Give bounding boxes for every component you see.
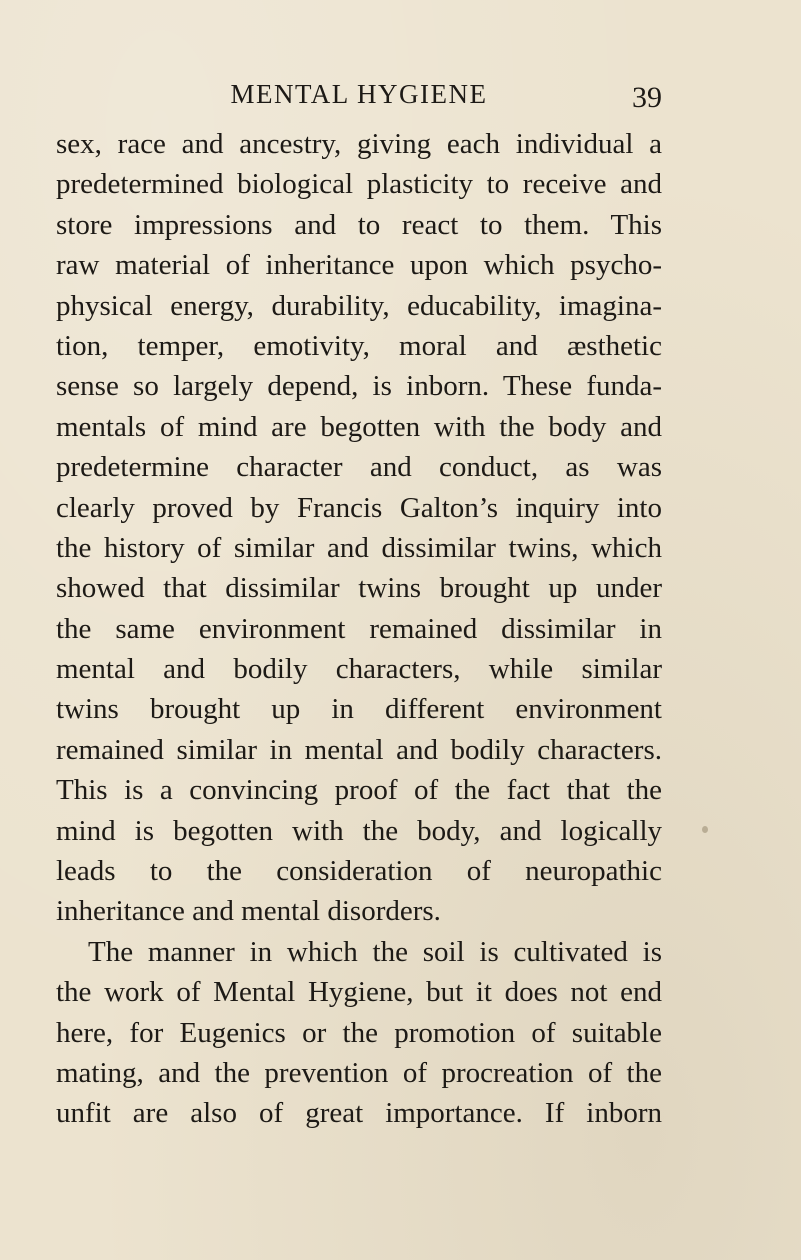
paragraph-2	[56, 932, 662, 1134]
text-line: clearly proved by Francis Galton’s inquiry into	[56, 491, 662, 524]
text-line: mating, and the prevention of procreation of the	[56, 1056, 662, 1089]
text-line: here, for Eugenics or the promotion of suitable	[56, 1016, 662, 1049]
text-line: sense so largely depend, is inborn. These funda-	[56, 370, 662, 403]
text-line: predetermined biological plasticity to receive and	[56, 168, 662, 201]
text-line: raw material of inheritance upon which psycho-	[56, 249, 662, 282]
text-line: store impressions and to react to them. This	[56, 208, 662, 241]
text-line: unfit are also of great importance. If inborn	[56, 1097, 662, 1130]
page-number: 39	[632, 81, 662, 114]
running-head	[56, 74, 662, 114]
text-line: tion, temper, emotivity, moral and æsthetic	[56, 329, 662, 362]
text-line: the same environment remained dissimilar in	[56, 612, 662, 645]
text-line: sex, race and ancestry, giving each individual a	[56, 128, 662, 160]
text-line: mental and bodily characters, while similar	[56, 653, 662, 686]
text-line: showed that dissimilar twins brought up under	[56, 572, 662, 605]
text-line: This is a convincing proof of the fact that the	[56, 774, 662, 807]
paragraph-1	[56, 124, 662, 932]
text-line: leads to the consideration of neuropathic	[56, 855, 662, 888]
body-text	[56, 124, 662, 1134]
text-line: predetermine character and conduct, as was	[56, 451, 662, 484]
paper-speck	[702, 826, 708, 833]
chapter-title: MENTAL HYGIENE	[230, 79, 488, 109]
text-line: mind is begotten with the body, and logically	[56, 814, 662, 847]
text-line: inheritance and mental disorders.	[56, 895, 441, 928]
text-line: mentals of mind are begotten with the body and	[56, 410, 662, 443]
text-line: physical energy, durability, educability, imagina-	[56, 289, 662, 322]
text-line: The manner in which the soil is cultivated is	[88, 935, 662, 968]
text-line: remained similar in mental and bodily characters.	[56, 733, 662, 766]
text-line: the history of similar and dissimilar twins, which	[56, 531, 662, 564]
text-line: twins brought up in different environment	[56, 693, 662, 726]
text-line: the work of Mental Hygiene, but it does not end	[56, 976, 662, 1009]
